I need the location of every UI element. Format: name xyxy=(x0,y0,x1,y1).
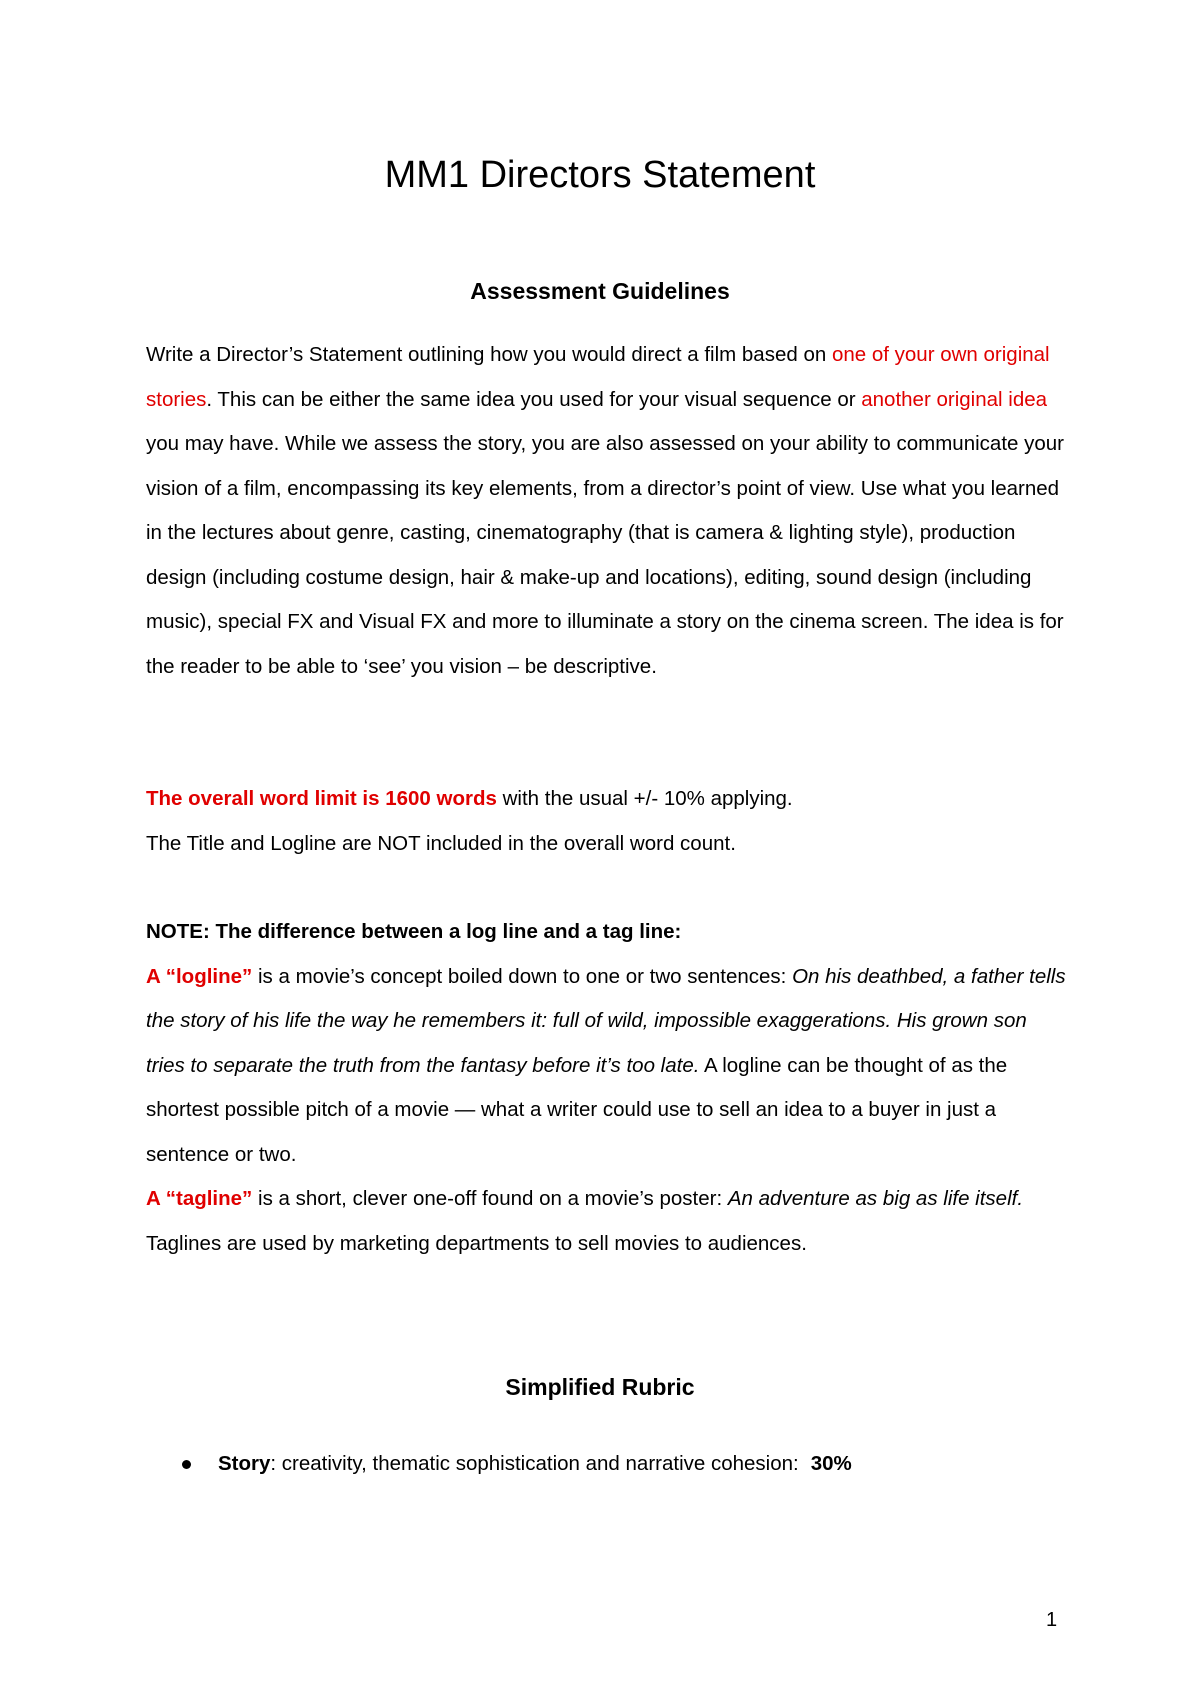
logline-label: A “logline” xyxy=(146,964,253,988)
tagline-example: An adventure as big as life itself. xyxy=(727,1187,1024,1210)
rubric-list xyxy=(146,1442,1066,1487)
rubric-item-text: : creativity, thematic sophistication and narrative cohesion: xyxy=(270,1452,799,1475)
logline-example: On his deathbed, a father tells the story of his life the way he remembers it: full of wild, impossible exaggerations. His grown son tries to separate the truth from the fantasy before it’s too late. xyxy=(146,964,1066,1077)
tagline-label: A “tagline” xyxy=(146,1187,253,1210)
simplified-rubric-heading: Simplified Rubric xyxy=(505,1374,695,1400)
guidelines-text-2: . This can be either the same idea you used for your visual sequence or xyxy=(206,387,862,411)
guidelines-highlight-another-idea: another original idea xyxy=(861,387,1048,411)
logline-definition-2: A logline can be thought of as the shortest possible pitch of a movie — what a writer could use to sell an idea to a buyer in just a sentence or two. xyxy=(146,1053,1008,1166)
word-limit-text: with the usual +/- 10% applying. xyxy=(496,787,793,810)
tagline-definition-2: Taglines are used by marketing departments to sell movies to audiences. xyxy=(146,1231,807,1255)
assessment-guidelines-heading: Assessment Guidelines xyxy=(470,278,730,304)
word-limit-paragraph xyxy=(146,777,1066,866)
page-number: 1 xyxy=(1046,1609,1058,1631)
note-paragraph xyxy=(146,910,1066,1266)
guidelines-text-3: you may have. While we assess the story, you are also assessed on your ability to communicate your vision of a film, encompassing its key elements, from a director’s point of view. Use what you learned in the lectures about genre, casting, cinematography (that is camera & lighting style), production design (including costume design, hair & make-up and locations), editing, sound design (including music), special FX and Visual FX and more to illuminate a story on the cinema screen. The idea is for the reader to be able to ‘see’ you vision – be descriptive. xyxy=(146,432,1064,678)
bullet-icon xyxy=(182,1460,191,1469)
note-heading: NOTE: The difference between a log line and a tag line: xyxy=(146,920,682,943)
document-title: MM1 Directors Statement xyxy=(384,154,816,196)
word-limit-highlight: The overall word limit is 1600 words xyxy=(146,787,497,810)
guidelines-highlight-own-stories: one of your own original stories xyxy=(146,343,1050,411)
rubric-item-story xyxy=(146,1442,1066,1487)
rubric-item-label: Story xyxy=(218,1452,271,1475)
logline-definition: is a movie’s concept boiled down to one or two sentences: xyxy=(252,964,793,988)
tagline-definition: is a short, clever one-off found on a movie’s poster: xyxy=(252,1187,728,1210)
guidelines-paragraph xyxy=(146,333,1066,689)
word-count-exclusion-text: The Title and Logline are NOT included in the overall word count. xyxy=(146,831,736,855)
guidelines-text-1: Write a Director’s Statement outlining how you would direct a film based on xyxy=(146,343,832,366)
rubric-item-percent: 30% xyxy=(810,1452,852,1475)
